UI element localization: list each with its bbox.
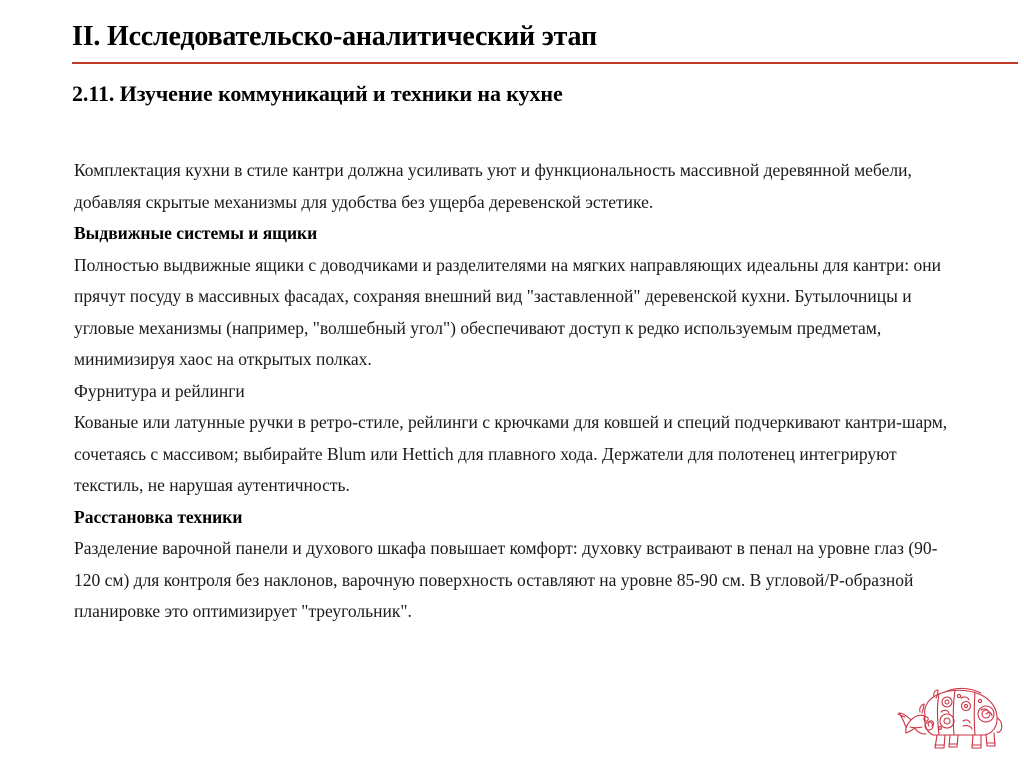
section-heading-fittings: Фурнитура и рейлинги bbox=[74, 380, 245, 401]
rhinoceros-logo bbox=[893, 676, 1013, 756]
section-body-drawers: Полностью выдвижные ящики с доводчиками и разделителями на мягких направляющих идеальны для кантри: они прячут посуду в массивных фасадах, сохраняя внешний вид "заставленной" деревенской кухни. Бутылочницы и угловые механизмы (например, "волшебный угол") обеспечивают доступ к редко используемым предметам, минимизируя хаос на открытых полках. bbox=[74, 254, 941, 369]
section-body-appliances: Разделение варочной панели и духового шкафа повышает комфорт: духовку встраивают в пенал на уровне глаз (90-120 см) для контроля без наклонов, варочную поверхность оставляют на уровне 85-90 см. В угловой/Р-образной планировке это оптимизирует "треугольник". bbox=[74, 538, 938, 621]
title-divider bbox=[72, 62, 1018, 64]
section-heading-drawers: Выдвижные системы и ящики bbox=[74, 223, 318, 243]
intro-paragraph: Комплектация кухни в стиле кантри должна усиливать уют и функциональность массивной деревянной мебели, добавляя скрытые механизмы для удобства без ущерба деревенской эстетике. bbox=[74, 160, 912, 212]
page-subtitle: 2.11. Изучение коммуникаций и техники на кухне bbox=[72, 81, 563, 106]
document-body bbox=[74, 155, 958, 628]
section-heading-appliances: Расстановка техники bbox=[74, 506, 243, 527]
section-body-fittings: Кованые или латунные ручки в ретро-стиле, рейлинги с крючками для ковшей и специй подчеркивают кантри-шарм, сочетаясь с массивом; выбирайте Blum или Hettich для плавного хода. Держатели для полотенец интегрируют текстиль, не нарушая аутентичность. bbox=[74, 412, 948, 495]
page-title: II. Исследовательско-аналитический этап bbox=[72, 21, 597, 52]
